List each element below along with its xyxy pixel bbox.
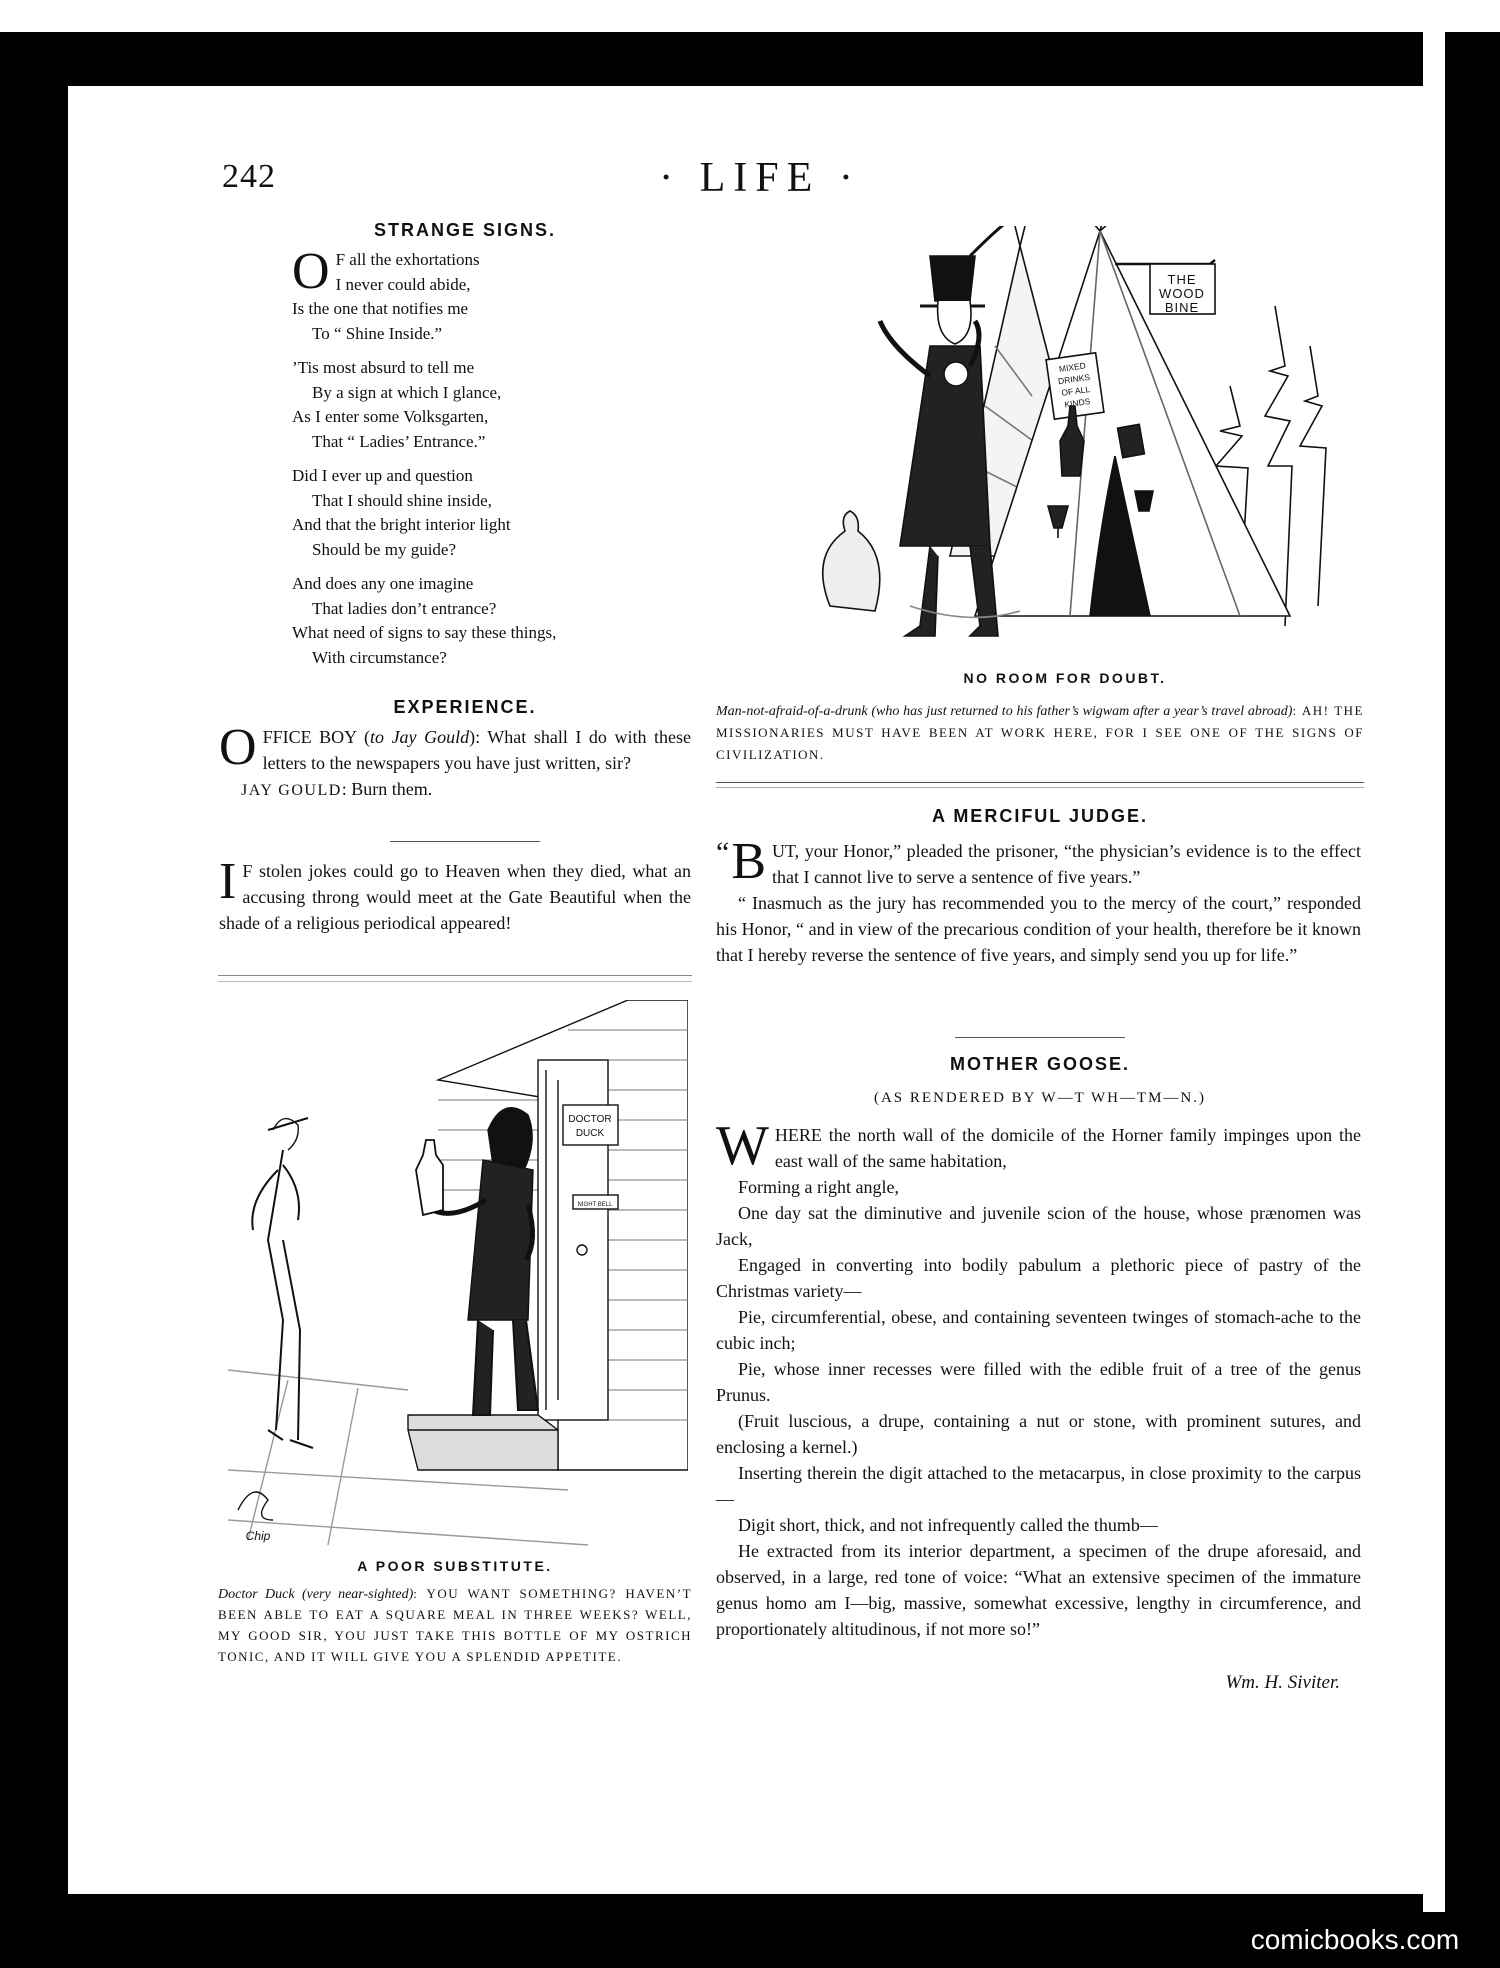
poem-line: And that the bright interior light [292,515,511,534]
merciful-judge-paragraph [716,833,1361,890]
experience-text [219,719,691,804]
scan-top-margin [0,0,1500,32]
a-poor-substitute-illustration [228,1000,688,1550]
poem-line: That ladies don’t entrance? [312,598,497,618]
mother-goose-p1: HERE the north wall of the domicile of the Horner family impinges upon the east wall of the same habitation, [774,1125,1361,1171]
poem-line: Should be my guide? [312,539,457,559]
caption-italic: Doctor Duck [218,1587,295,1602]
column-rule [716,782,1364,783]
mother-goose-paragraph: One day sat the diminutive and juvenile scion of the house, whose prænomen was Jack, [716,1203,1361,1249]
mother-goose-paragraph [716,1115,1361,1177]
short-rule [955,1037,1125,1038]
strange-signs-drop-cap: O [292,243,330,300]
poem-line: F all the exhortations [335,250,480,269]
experience-reply-speaker: JAY GOULD [241,782,342,799]
door-sign-line: DUCK [575,1128,605,1139]
mother-goose-paragraph: Engaged in converting into bodily pabulum a plethoric piece of pastry of the Christmas variety— [716,1255,1361,1301]
merciful-judge-paragraph: “ Inasmuch as the jury has recommended you to the mercy of the court,” responded his Honor, “ and in view of the precarious condition of your health, therefore be it known that I hereby reverse the sentence of five years, and simply send you up for life.” [716,893,1361,965]
experience-q-part2: ): What shall I do with these letters to the newspapers you have just written, sir? [262,727,691,773]
night-bell-sign: NIGHT BELL [577,1202,613,1208]
poem-stanza [292,464,672,562]
poem-line: As I enter some Volksgarten, [292,407,489,426]
poem-line: To “ Shine Inside.” [312,323,443,343]
caption-text: : YOU WANT SOMETHING? HAVEN’T BEEN ABLE TO EAT A SQUARE MEAL IN THREE WEEKS? WELL, MY GOOD SIR, YOU JUST TAKE THIS BOTTLE OF MY OSTRICH TONIC, AND IT WILL GIVE YOU A SPLENDID APPETITE. [218,1586,693,1664]
door-sign-line: DOCTOR [568,1114,612,1125]
no-room-for-doubt-caption [716,700,1364,766]
woodbine-sign-line: BINE [1164,300,1200,315]
poem-stanza [292,356,672,454]
column-rule [218,981,692,982]
merciful-judge-title: A MERCIFUL JUDGE. [931,806,1148,826]
experience-title: EXPERIENCE. [393,697,537,717]
strange-signs-title: STRANGE SIGNS. [373,220,557,240]
merciful-judge-drop-cap: B [731,833,767,890]
open-quote: “ [716,836,730,869]
mother-goose-paragraph: Inserting therein the digit attached to the metacarpus, in close proximity to the carpus— [716,1463,1361,1509]
drinks-sign-line: MIXED [1058,360,1087,375]
mother-goose-title: MOTHER GOOSE. [949,1054,1130,1074]
page-number: 242 [222,158,276,195]
caption-italic: (very near-sighted) [301,1587,414,1602]
experience-reply-text: : Burn them. [341,779,433,799]
mother-goose-paragraph: Forming a right angle, [738,1177,899,1197]
strange-signs-poem [292,243,672,680]
woodbine-sign-line: WOOD [1159,286,1205,301]
mother-goose-text [716,1115,1361,1642]
no-room-for-doubt-title: NO ROOM FOR DOUBT. [963,670,1167,686]
stolen-jokes-paragraph [219,853,691,936]
merciful-judge-text [716,833,1361,968]
column-rule [716,787,1364,788]
poem-line: That “ Ladies’ Entrance.” [312,431,486,451]
poem-line: What need of signs to say these things, [292,623,557,642]
poem-line: ’Tis most absurd to tell me [292,358,475,377]
woodbine-sign-line: THE [1167,272,1197,287]
poem-line: And does any one imagine [292,574,474,593]
caption-italic: Man-not-afraid-of-a-drunk (who has just returned to his father’s wigwam after a year’s travel abroad) [716,704,1293,719]
poem-line: With circumstance? [312,647,447,667]
poem-stanza [292,243,672,346]
short-rule [390,841,540,842]
experience-reply [219,776,691,804]
merciful-judge-p1: UT, your Honor,” pleaded the prisoner, “the physician’s evidence is to the effect that I cannot live to serve a sentence of five years.” [772,841,1361,887]
mother-goose-paragraph: Pie, whose inner recesses were filled with the edible fruit of a tree of the genus Prunus. [716,1359,1361,1405]
masthead: · LIFE · [659,155,861,201]
poem-line: Is the one that notifies me [292,299,469,318]
mother-goose-paragraph: (Fruit luscious, a drupe, containing a nut or stone, with prominent sutures, and enclosing a kernel.) [716,1411,1361,1457]
poem-line: By a sign at which I glance, [312,382,502,402]
experience-question [219,719,691,776]
artist-signature: Chip [245,1529,271,1543]
caption-text: : AH! THE MISSIONARIES MUST HAVE BEEN AT WORK HERE, FOR I SEE ONE OF THE SIGNS OF CIVILIZATION. [716,703,1364,762]
signature: Wm. H. Siviter. [1225,1672,1340,1693]
experience-q-italic: to Jay Gould [370,727,470,747]
poem-stanza [292,572,672,670]
mother-goose-paragraph: Digit short, thick, and not infrequently called the thumb— [738,1515,1158,1535]
drinks-sign-line: OF ALL [1060,383,1091,398]
stolen-jokes-body: F stolen jokes could go to Heaven when they died, what an accusing throng would meet at the Gate Beautiful when the shade of a religious periodical appeared! [219,861,691,933]
watermark: comicbooks.com [1210,1912,1500,1968]
experience-q-part1: FFICE BOY ( [262,727,371,747]
stolen-jokes-drop-cap: I [219,853,237,910]
poem-line: That I should shine inside, [312,490,492,510]
mother-goose-subtitle: (AS RENDERED BY W—T WH—TM—N.) [873,1090,1207,1106]
experience-drop-cap: O [219,719,257,776]
no-room-for-doubt-illustration [770,226,1360,654]
mother-goose-drop-cap: W [716,1115,769,1177]
drinks-sign-line: KINDS [1063,396,1091,410]
column-rule [218,975,692,976]
mother-goose-paragraph: He extracted from its interior department, a specimen of the drupe aforesaid, and observed, in a large, red tone of voice: “What an extensive specimen of the immature genus homo am I—big, massive, somewhat excessive, lengthy in circumference, and proportionately altitudinous, if not more so!” [716,1541,1361,1639]
a-poor-substitute-title: A POOR SUBSTITUTE. [357,1558,553,1574]
drinks-sign-line: DRINKS [1057,371,1091,387]
poem-line: I never could abide, [335,274,471,294]
mother-goose-paragraph: Pie, circumferential, obese, and containing seventeen twinges of stomach-ache to the cubic inch; [716,1307,1361,1353]
a-poor-substitute-caption [218,1584,692,1668]
poem-line: Did I ever up and question [292,466,473,485]
stolen-jokes-text [219,853,691,936]
